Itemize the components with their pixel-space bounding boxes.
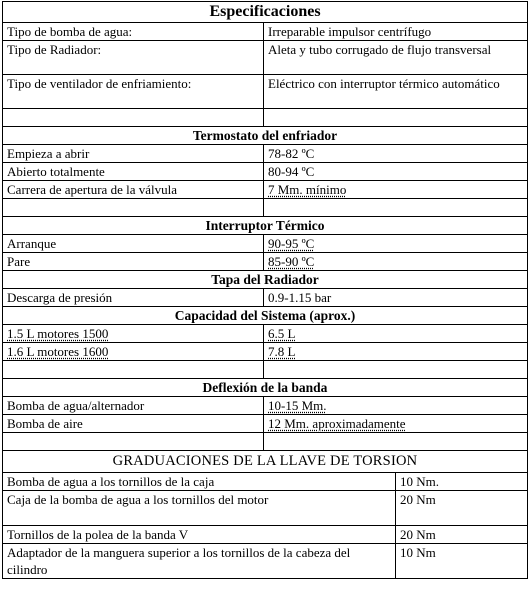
table-row (3, 343, 528, 361)
spec-value-text: 10-15 Mm. (268, 398, 327, 413)
section-heading-termostato: Termostato del enfriador (3, 127, 528, 145)
table-row (3, 41, 528, 75)
spec-value: Irreparable impulsor centrífugo (264, 23, 528, 41)
empty-row (3, 199, 528, 217)
torque-label: Adaptador de la manguera superior a los tornillos de la cabeza del cilindro (3, 544, 396, 579)
spec-value (264, 415, 528, 433)
spec-value (264, 325, 528, 343)
spec-label: Carrera de apertura de la válvula (3, 181, 264, 199)
spec-value-text: 7 Mm. mínimo (268, 182, 347, 197)
spec-value-text: 85-90 ºC (268, 254, 315, 269)
spec-label: Empieza a abrir (3, 145, 264, 163)
spec-label (3, 325, 264, 343)
table-row (3, 75, 528, 109)
torque-label: Caja de la bomba de agua a los tornillos del motor (3, 491, 396, 526)
spec-value-text: 7.8 L (268, 344, 296, 359)
spec-value: Aleta y tubo corrugado de flujo transversal (264, 41, 528, 75)
table-row (3, 325, 528, 343)
table-row (3, 544, 528, 579)
table-row (3, 473, 528, 491)
spec-value-text: 6.5 L (268, 326, 296, 341)
table-row (3, 23, 528, 41)
table-row (3, 181, 528, 199)
spec-label: Abierto totalmente (3, 163, 264, 181)
table-row (3, 163, 528, 181)
document-title: Especificaciones (3, 2, 528, 23)
torque-value: 20 Nm (396, 491, 528, 526)
empty-row (3, 361, 528, 379)
table-row (3, 235, 528, 253)
section-heading-torsion: GRADUACIONES DE LA LLAVE DE TORSION (3, 451, 528, 473)
empty-row (3, 109, 528, 127)
spec-value: 0.9-1.15 bar (264, 289, 528, 307)
spec-value (264, 253, 528, 271)
empty-row (3, 433, 528, 451)
spec-label (3, 343, 264, 361)
torque-label: Bomba de agua a los tornillos de la caja (3, 473, 396, 491)
spec-label: Tipo de Radiador: (3, 41, 264, 75)
spec-label: Bomba de aire (3, 415, 264, 433)
torque-value: 20 Nm (396, 526, 528, 544)
spec-label: Arranque (3, 235, 264, 253)
spec-value: Eléctrico con interruptor térmico automático (264, 75, 528, 109)
table-row (3, 253, 528, 271)
spec-label: Tipo de bomba de agua: (3, 23, 264, 41)
section-heading-tapa: Tapa del Radiador (3, 271, 528, 289)
spec-value: 80-94 ºC (264, 163, 528, 181)
spec-value (264, 235, 528, 253)
table-row (3, 526, 528, 544)
specifications-document (2, 1, 527, 579)
table-row (3, 415, 528, 433)
spec-value: 78-82 ºC (264, 145, 528, 163)
spec-label: Pare (3, 253, 264, 271)
torque-table (2, 472, 528, 579)
spec-value-text: 90-95 ºC (268, 236, 315, 251)
section-heading-capacidad: Capacidad del Sistema (aprox.) (3, 307, 528, 325)
spec-value-text: 12 Mm. aproximadamente (268, 416, 406, 431)
spec-label-text: 1.6 L motores 1600 (7, 344, 109, 359)
table-row (3, 289, 528, 307)
spec-value (264, 397, 528, 415)
section-heading-interruptor: Interruptor Térmico (3, 217, 528, 235)
table-row (3, 491, 528, 526)
spec-label: Descarga de presión (3, 289, 264, 307)
spec-label-text: 1.5 L motores 1500 (7, 326, 109, 341)
torque-value: 10 Nm. (396, 473, 528, 491)
section-heading-deflexion: Deflexión de la banda (3, 379, 528, 397)
specifications-table (2, 1, 528, 473)
spec-value (264, 181, 528, 199)
torque-value: 10 Nm (396, 544, 528, 579)
table-row (3, 397, 528, 415)
spec-label: Tipo de ventilador de enfriamiento: (3, 75, 264, 109)
table-row (3, 145, 528, 163)
spec-label: Bomba de agua/alternador (3, 397, 264, 415)
torque-label: Tornillos de la polea de la banda V (3, 526, 396, 544)
spec-value (264, 343, 528, 361)
